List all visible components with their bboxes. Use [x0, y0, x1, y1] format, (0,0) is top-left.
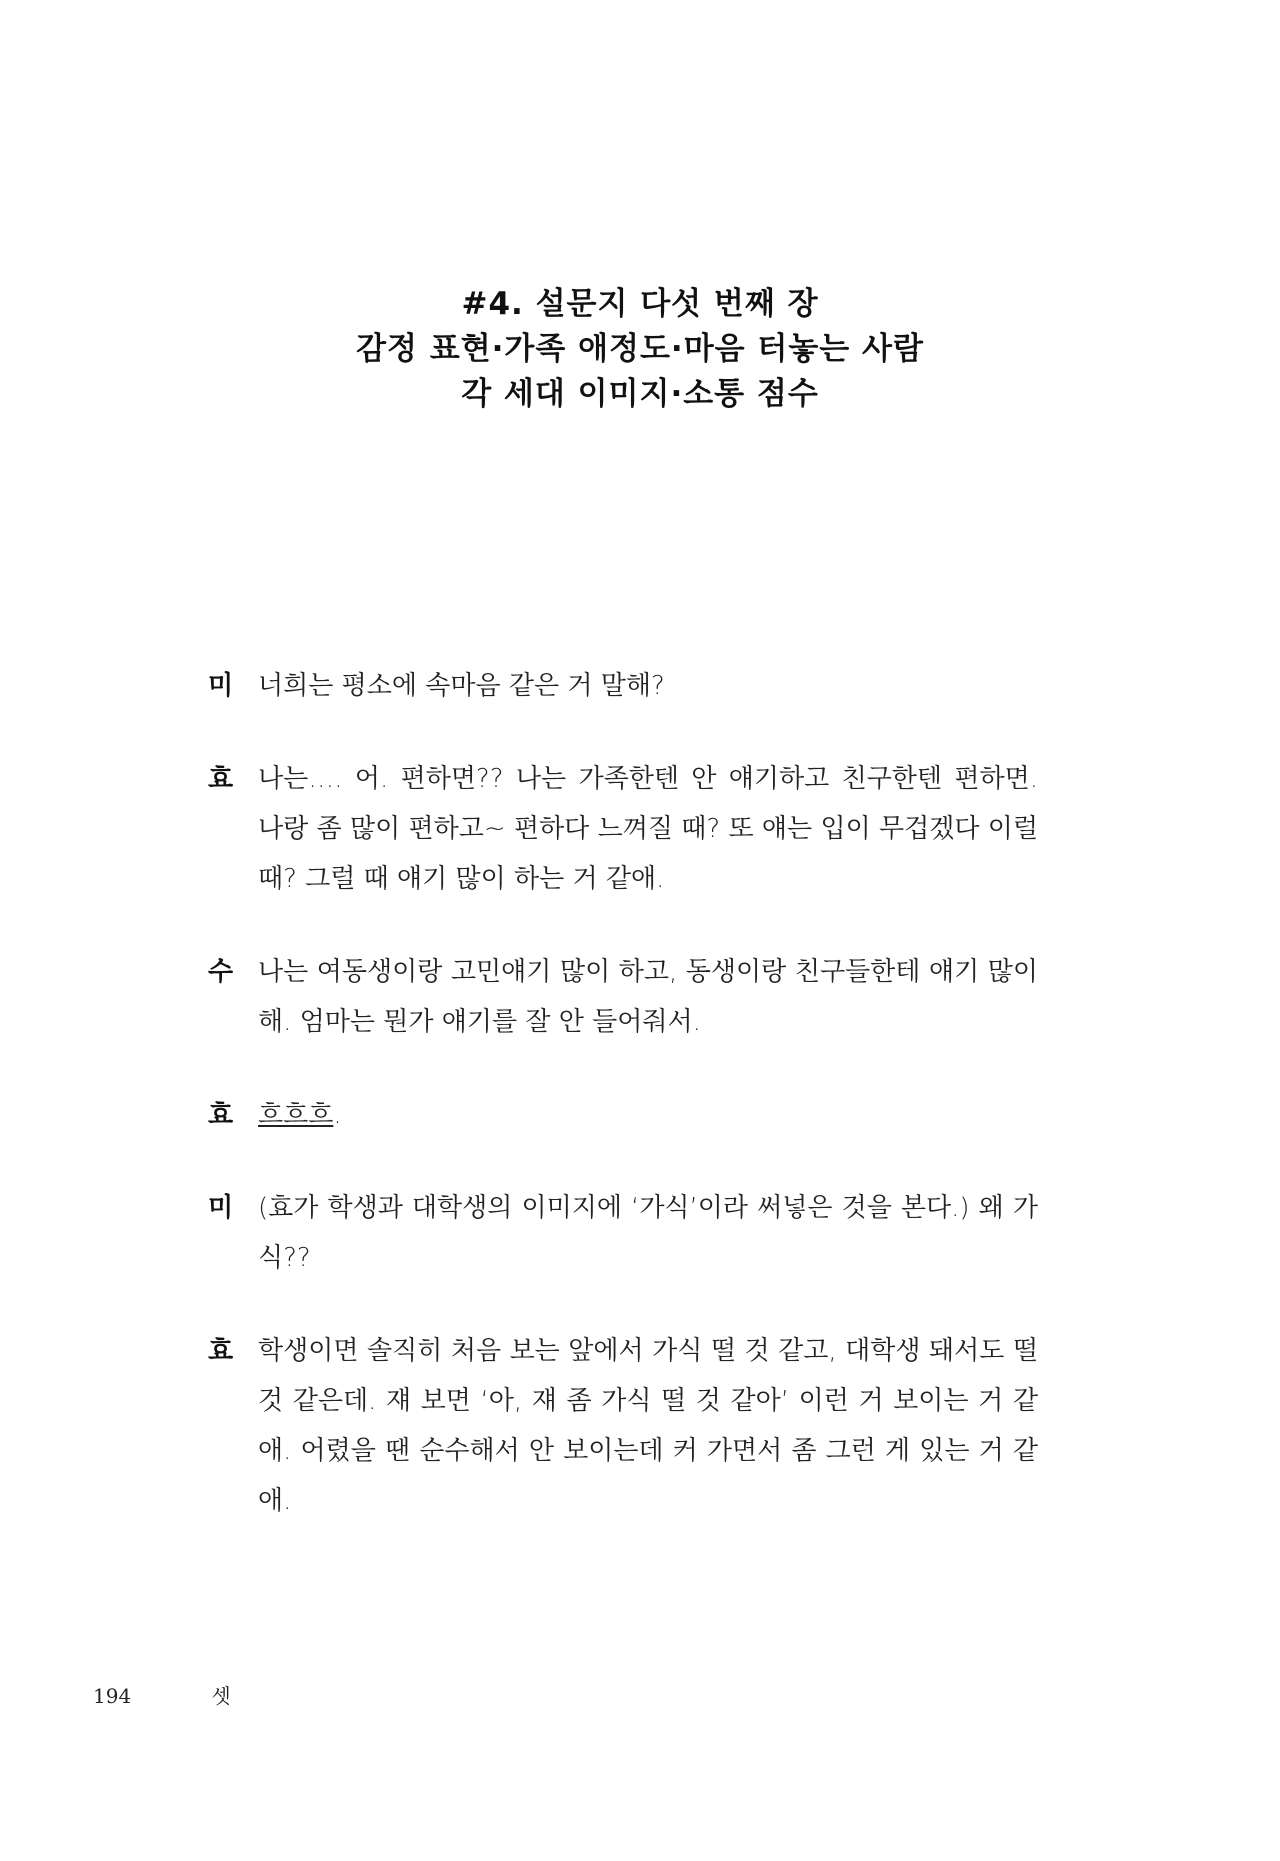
dialogue-text-underlined: 흐흐흐	[258, 1100, 334, 1130]
speaker-label: 미	[208, 671, 234, 701]
dialogue-text: (효가 학생과 대학생의 이미지에 ‘가식’이라 써넣은 것을 본다.) 왜 가식??	[258, 1193, 1038, 1273]
title-line-3: 각 세대 이미지·소통 점수	[461, 376, 819, 412]
page-number: 194	[93, 1684, 132, 1708]
speaker-label: 수	[208, 957, 234, 987]
dialogue-text: 나는 여동생이랑 고민얘기 많이 하고, 동생이랑 친구들한테 얘기 많이 해. 엄마는 뭔가 얘기를 잘 안 들어줘서.	[258, 957, 1038, 1037]
chapter-title	[0, 282, 1280, 417]
dialogue-entry	[208, 754, 1038, 904]
section-label: 셋	[211, 1684, 231, 1708]
speaker-label: 미	[208, 1193, 234, 1223]
dialogue-text: 학생이면 솔직히 처음 보는 앞에서 가식 떨 것 같고, 대학생 돼서도 떨 것 같은데. 쟤 보면 ‘아, 쟤 좀 가식 떨 것 같아’ 이런 거 보이는 거 같애. 어렸을 땐 순수해서 안 보이는데 커 가면서 좀 그런 게 있는 거 같애.	[258, 1336, 1038, 1516]
dialogue-entry	[208, 661, 1038, 711]
dialogue-entry	[208, 1326, 1038, 1526]
dialogue-text: 나는…. 어. 편하면?? 나는 가족한텐 안 얘기하고 친구한텐 편하면. 나랑 좀 많이 편하고~ 편하다 느껴질 때? 또 얘는 입이 무겁겠다 이럴 때? 그럴 때 얘기 많이 하는 거 같애.	[258, 764, 1038, 894]
speaker-label: 효	[208, 764, 234, 794]
dialogue-entry	[208, 1183, 1038, 1283]
title-line-2: 감정 표현·가족 애정도·마음 터놓는 사람	[356, 331, 924, 367]
dialogue-text: 너희는 평소에 속마음 같은 거 말해?	[258, 671, 665, 701]
page-footer	[93, 1680, 231, 1709]
dialogue-entry	[208, 1090, 1038, 1140]
title-line-1: #4. 설문지 다섯 번째 장	[461, 286, 819, 322]
speaker-label: 효	[208, 1336, 234, 1366]
dialogue-text-punct: .	[333, 1100, 342, 1130]
dialogue-transcript	[208, 661, 1038, 1526]
dialogue-entry	[208, 947, 1038, 1047]
speaker-label: 효	[208, 1100, 234, 1130]
